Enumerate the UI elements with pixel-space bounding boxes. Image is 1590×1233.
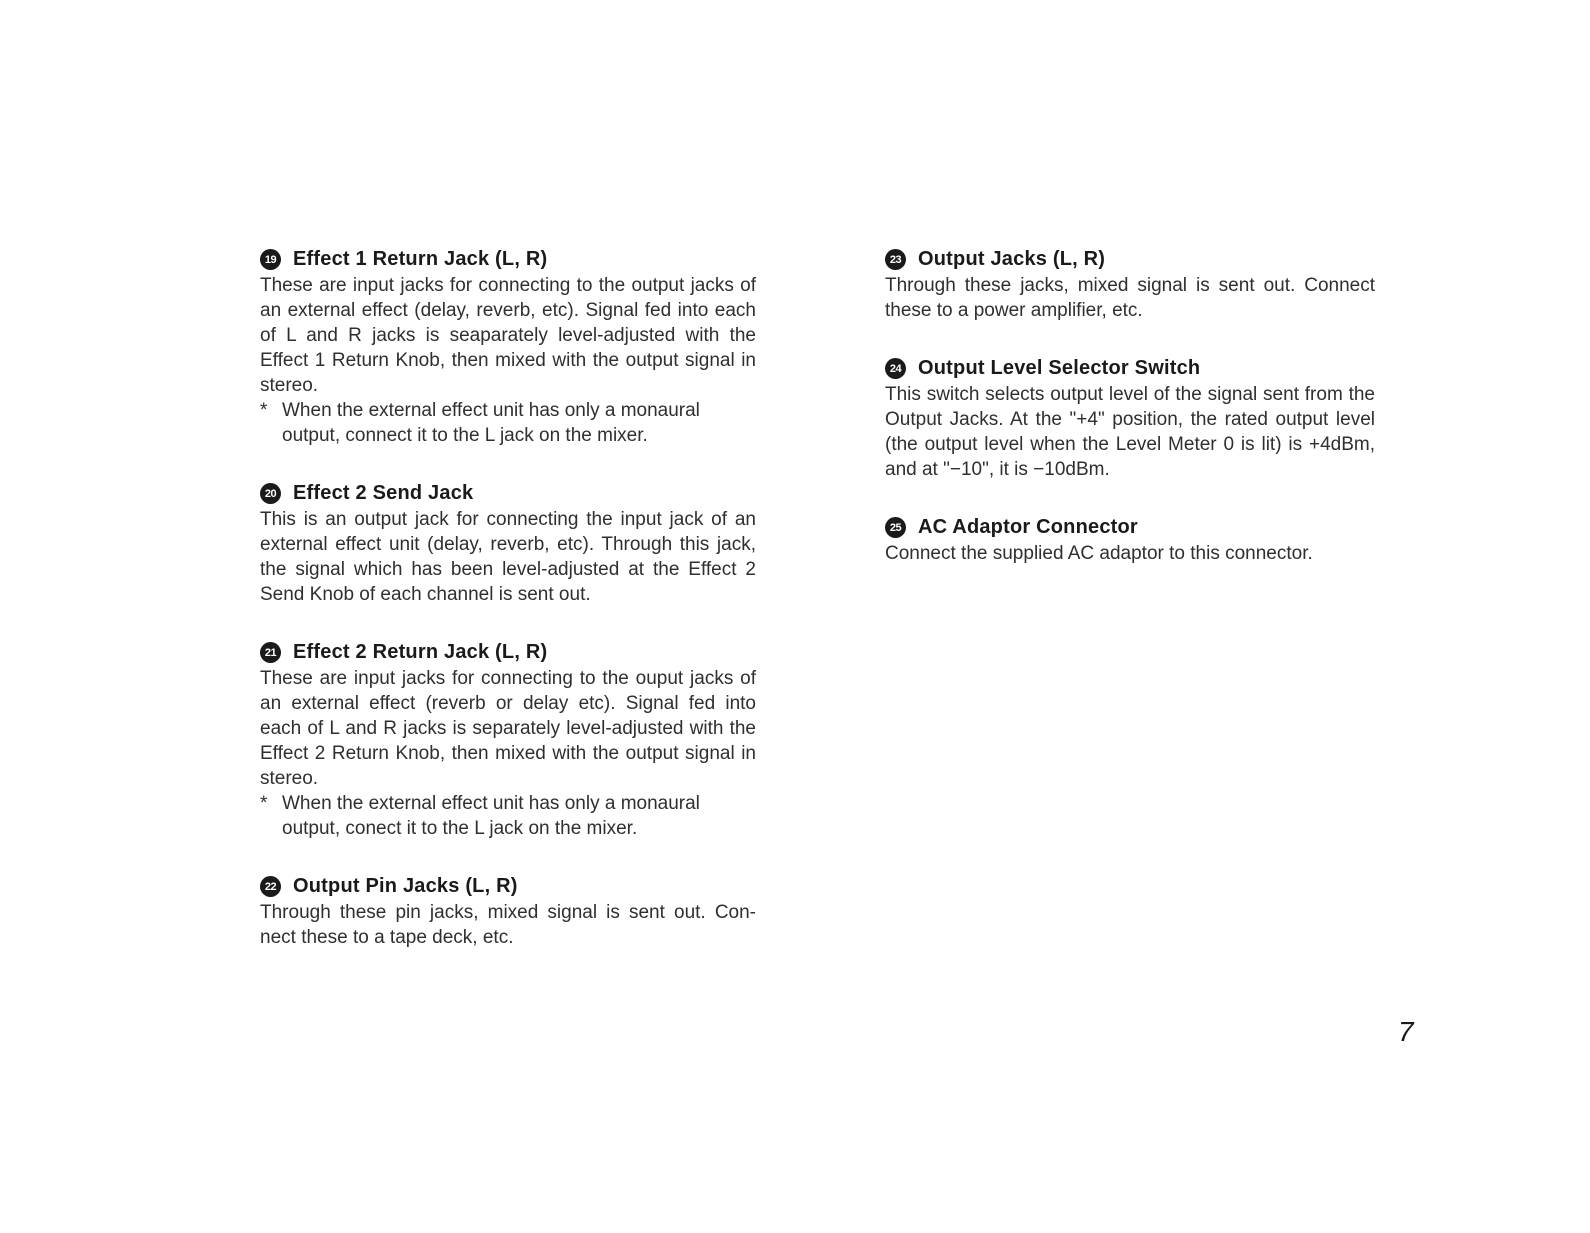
item-number-badge: 25 [885,517,906,538]
section-heading [260,875,756,898]
section-heading [885,248,1375,271]
section-body: These are input jacks for connecting to the output jacks of an external effect (delay, reverb, etc). Signal fed into each of L and R jacks is seaparately level-adjusted with the Effect 1 Return Knob, then mixed with the output signal in stereo. [260,275,756,396]
section-title: Output Level Selector Switch [918,357,1201,379]
section-body: This switch selects output level of the signal sent from the Output Jacks. At the "+4" position, the rated output level (the output level when the Level Meter 0 is lit) is +4dBm, and at "−10", it is −10dBm. [885,384,1375,480]
note-text: When the external effect unit has only a monaural output, connect it to the L jack on the mixer. [282,400,700,446]
section-note [260,398,756,448]
section-effect-1-return-jack [260,248,756,448]
section-title: Output Jacks (L, R) [918,248,1106,270]
section-heading [885,516,1375,539]
section-heading [260,641,756,664]
section-output-jacks [885,248,1375,323]
note-asterisk: * [260,793,268,814]
left-column [260,248,756,984]
section-output-level-selector-switch [885,357,1375,482]
item-number-badge: 22 [260,876,281,897]
section-title: Effect 2 Send Jack [293,482,474,504]
section-heading [260,482,756,505]
section-body: This is an output jack for connecting the input jack of an external effect unit (delay, reverb, etc). Through this jack, the signal which has been level-adjusted at the Effect 2 Send Knob of each channel is sent out. [260,509,756,605]
item-number-badge: 19 [260,249,281,270]
section-body: Through these jacks, mixed signal is sent out. Connect these to a power amplifier, etc. [885,275,1375,321]
page-number: 7 [1398,1016,1414,1047]
note-asterisk: * [260,400,268,421]
section-note [260,791,756,841]
section-body: Connect the supplied AC adaptor to this connector. [885,543,1313,564]
section-title: Output Pin Jacks (L, R) [293,875,518,897]
section-title: AC Adaptor Connector [918,516,1138,538]
item-number-badge: 24 [885,358,906,379]
section-body: These are input jacks for connecting to the ouput jacks of an external effect (reverb or delay etc). Signal fed into each of L and R jacks is separately level-adjusted with the Effect 2 Return Knob, then mixed with the output signal in stereo. [260,668,756,789]
section-heading [260,248,756,271]
section-body: Through these pin jacks, mixed signal is sent out. Con-nect these to a tape deck, etc. [260,902,756,948]
section-output-pin-jacks [260,875,756,950]
section-effect-2-return-jack [260,641,756,841]
note-text: When the external effect unit has only a monaural output, conect it to the L jack on the mixer. [282,793,700,839]
section-title: Effect 1 Return Jack (L, R) [293,248,548,270]
item-number-badge: 20 [260,483,281,504]
item-number-badge: 23 [885,249,906,270]
item-number-badge: 21 [260,642,281,663]
section-heading [885,357,1375,380]
right-column [885,248,1375,600]
section-ac-adaptor-connector [885,516,1375,566]
section-effect-2-send-jack [260,482,756,607]
section-title: Effect 2 Return Jack (L, R) [293,641,548,663]
